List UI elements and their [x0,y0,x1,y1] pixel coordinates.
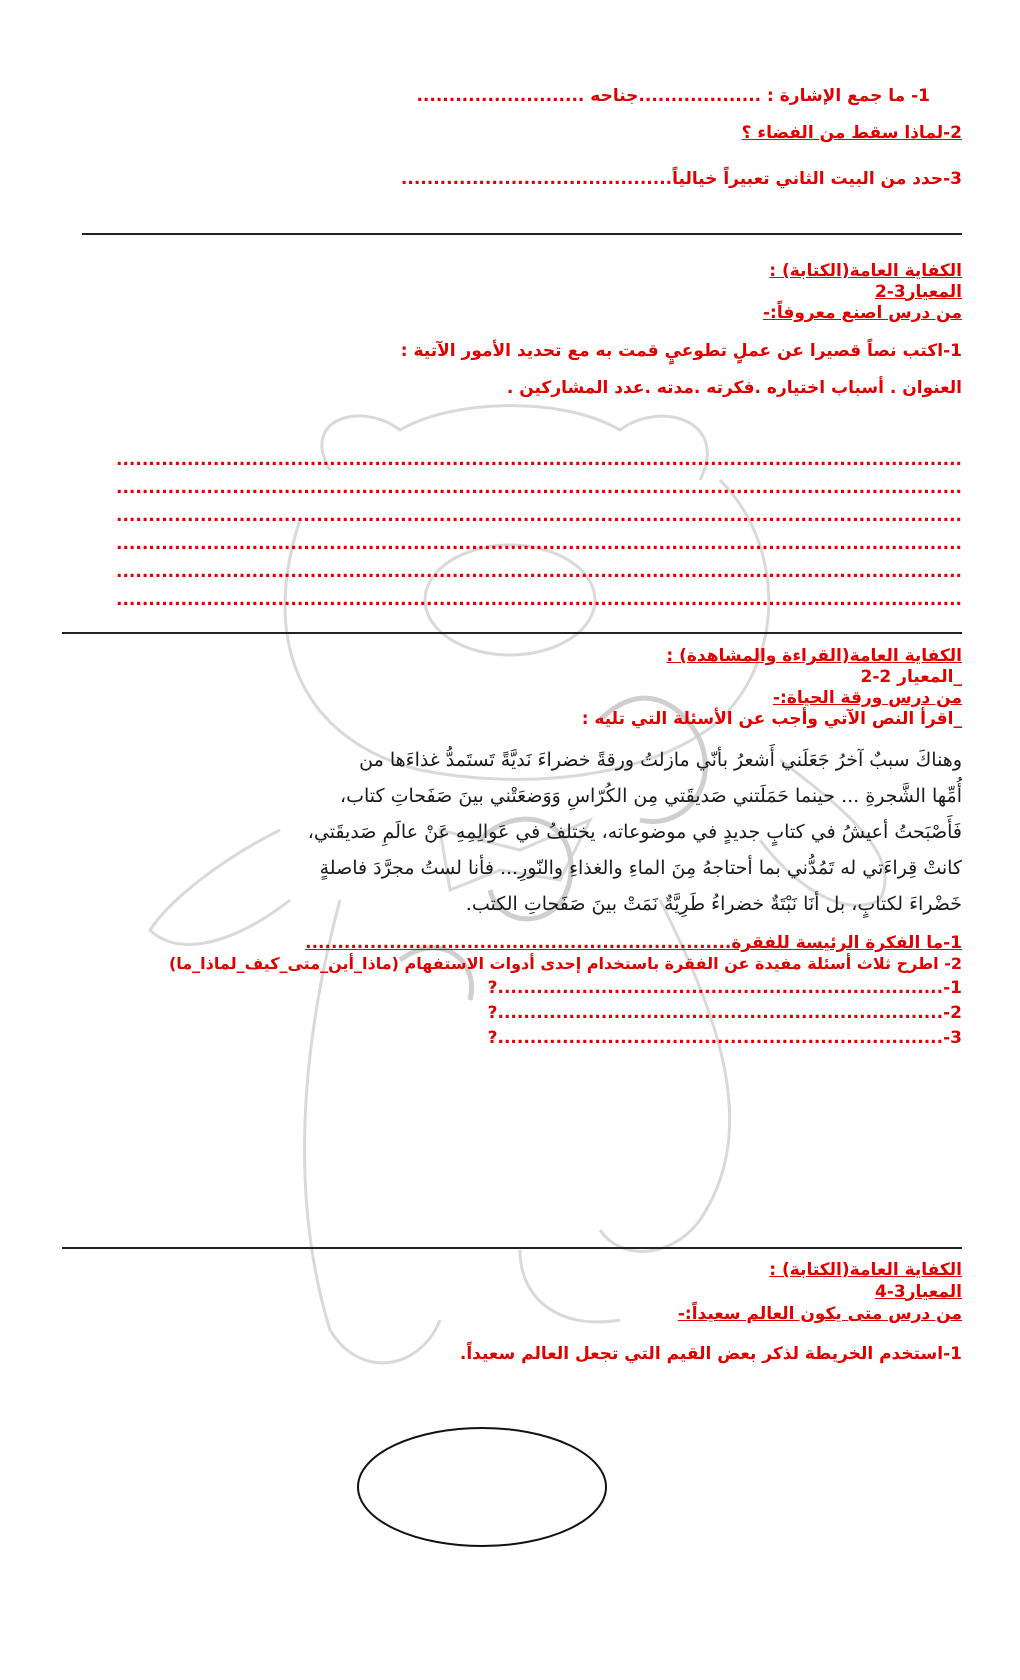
passage-line: فَأَصْبَحتُ أعيشُ في كتابٍ جديدٍ في موضوعاته، يختلفُ في عَوالِمِهِ عَنْ عالَمِ صَديقَتي، [307,821,962,843]
section-3-q2: 2- اطرح ثلاث أسئلة مفيدة عن الفقرة باستخدام إحدى أدوات الاستفهام (ماذا_أين_متى_كيف_لماذا_ما) [168,954,962,973]
section-2-task: 1-اكتب نصاً قصيرا عن عملٍ تطوعيٍ قمت به مع تحديد الأمور الآتية : [400,341,962,361]
question-3: 3-حدد من البيت الثاني تعبيراً خيالياً.......................................... [400,169,962,189]
answer-line[interactable]: ................................................................................................................................... [116,590,962,610]
section-4-task: 1-استخدم الخريطة لذكر بعض القيم التي تجعل العالم سعيداً. [459,1344,962,1364]
sub-question-3[interactable]: 3-.....................................................................? [487,1028,962,1048]
answer-line[interactable]: ................................................................................................................................... [116,534,962,554]
section-2-lesson: من درس اصنع معروفاً:- [763,303,962,323]
section-3-competency: الكفاية العامة(القراءة والمشاهدة) : [666,646,962,666]
section-3-standard: _المعيار 2-2 [860,667,962,687]
section-3-lesson: من درس ورقة الحياة:- [772,688,962,708]
section-2-items: العنوان . أسباب اختياره .فكرته .مدته .عدد المشاركين . [506,378,962,398]
passage-line: كانتْ قِراءَتي له تَمُدُّني بما أحتاجهُ مِنَ الماءِ والغذاءِ والنّورِ... فأنا لستُ مجرَّدَ فاصلةٍ [319,857,962,879]
reading-passage [105,742,962,922]
section-3-q1: 1-ما الفكرة الرئيسة للفقرة.................................................................. [305,933,962,953]
question-2-text: 2-لماذا سقط من الفضاء ؟ [741,123,962,143]
section-2-competency: الكفاية العامة(الكتابة) : [769,261,962,281]
section-4-lesson: من درس متى يكون العالم سعيداً:- [677,1304,962,1324]
section-4-standard: المعيار3-4 [874,1282,962,1302]
divider-1 [82,233,962,235]
sub-question-2[interactable]: 2-.....................................................................? [487,1003,962,1023]
section-4-competency: الكفاية العامة(الكتابة) : [769,1260,962,1280]
question-1: 1- ما جمع الإشارة : ...................جناحه .......................... [416,86,930,106]
sub-question-1[interactable]: 1-.....................................................................? [487,978,962,998]
answer-line[interactable]: ................................................................................................................................... [116,506,962,526]
answer-line[interactable]: ................................................................................................................................... [116,562,962,582]
passage-line: خَضْراءَ لكتابٍ، بل أنَا نَبْتَةٌ خضراءُ طَرِيَّةٌ نَمَتْ بينَ صَفَحاتِ الكتب. [465,893,962,915]
passage-line: وهناكَ سببٌ آخرُ جَعَلَني أَشعرُ بأنّي مازلتُ ورقةً خضراءَ نَديَّةً تَستَمدُّ غذاءَها من [359,749,962,771]
mind-map-oval[interactable] [352,1422,612,1552]
divider-3 [62,1247,962,1249]
answer-line[interactable]: ................................................................................................................................... [116,478,962,498]
section-2-standard: المعيار3-2 [874,282,962,302]
answer-line[interactable]: ................................................................................................................................... [116,450,962,470]
question-2 [58,123,962,143]
section-3-instruction: _اقرأ النص الآتي وأجب عن الأسئلة التي تليه : [581,709,962,729]
passage-line: أُمِّها الشَّجرةِ ... حينما حَمَلَتني صَديقَتي مِن الكُرّاسِ وَوَضعَتْني بينَ صَفَحاتِ كتاب، [339,785,962,807]
divider-2 [62,632,962,634]
